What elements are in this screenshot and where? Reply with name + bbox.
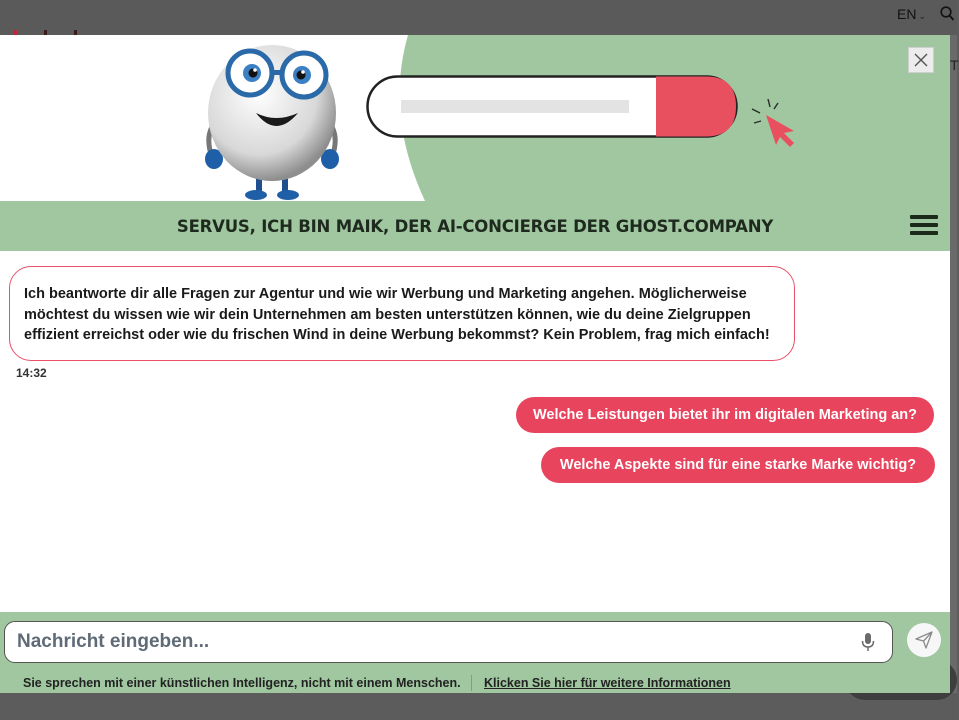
hamburger-menu-icon[interactable] [910,215,938,237]
suggestion-button-strong-brand[interactable]: Welche Aspekte sind für eine starke Marke wichtig? [541,447,935,483]
bot-message-bubble: Ich beantworte dir alle Fragen zur Agentur und wie wir Werbung und Marketing angehen. Möglicherweise möchtest du wissen wie wir dein Unternehmen am besten unterstützen können, wie du deine Zielgruppen effizient erreichst oder wie du frischen Wind in deine Werbung bekommst? Kein Problem, frag mich einfach! [9,266,795,361]
cursor-click-icon [748,95,802,147]
search-bar-illustration [366,75,738,138]
footer-separator [471,675,472,691]
close-icon [914,53,928,67]
microphone-icon[interactable] [861,632,875,652]
more-info-link[interactable]: Klicken Sie hier für weitere Informationen [484,676,731,690]
ai-disclaimer: Sie sprechen mit einer künstlichen Intelligenz, nicht mit einem Menschen. [23,676,461,690]
background-page-edge: T [950,35,957,720]
search-icon[interactable] [940,5,954,23]
language-selector[interactable]: EN ⌄ [897,6,926,22]
send-icon [915,631,933,649]
chat-header [0,201,950,251]
close-button[interactable] [908,47,934,73]
send-button[interactable] [907,623,941,657]
message-timestamp: 14:32 [16,366,47,380]
background-bottom [0,693,957,720]
chat-title: SERVUS, ICH BIN MAIK, DER AI-CONCIERGE DER GHOST.COMPANY [176,216,774,236]
chat-modal [0,35,950,693]
chevron-down-icon: ⌄ [918,11,926,21]
background-top-bar [0,0,957,35]
suggestion-button-digital-marketing[interactable]: Welche Leistungen bietet ihr im digitalen Marketing an? [516,397,934,433]
message-input[interactable] [4,621,893,663]
mascot-robot-image [198,35,348,203]
hero-banner [0,35,950,201]
